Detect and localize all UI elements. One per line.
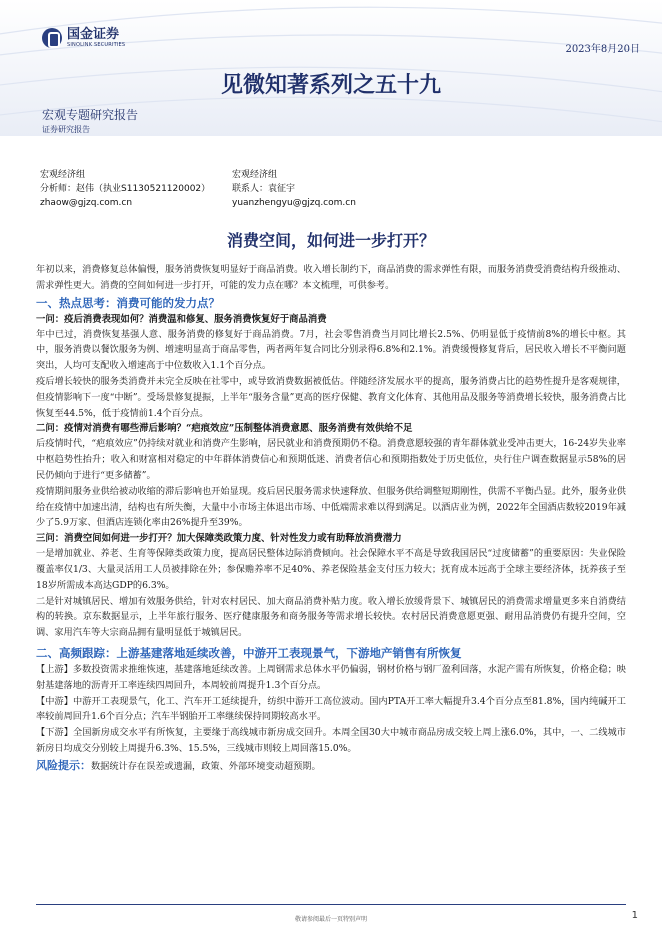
author-email[interactable]: zhaow@gjzq.com.cn	[40, 198, 133, 208]
upstream-paragraph: 【上游】多数投资需求推维恢速，基建落地延续改善。上周钢需求总体水平仍偏弱，钢材价格与钢厂盈利回落，水泥产需有所恢复，价格企稳；映射基建落地的沥青开工率连续四周回升，本周较前周提升1.3个百分点。	[36, 663, 626, 691]
author-name: 分析师：赵伟（执业S1130521120002）	[40, 184, 211, 194]
question-heading-1: 一问：疫后消费表现如何？消费温和修复、服务消费恢复好于商品消费	[36, 313, 327, 325]
risk-label: 风险提示：	[36, 758, 91, 772]
paragraph: 二是针对城镇居民、增加有效服务供给，针对农村居民、加大商品消费补贴力度。收入增长放缓背景下、城镇居民的消费需求增量更多来自消费结构的转换。京东数据显示，上半年旅行服务、医疗健康服务和商务服务等需求增长较快。农村居民消费意愿更强、耐用品消费仍有提升空间，空调、家用汽车等大宗商品拥有量明显低于城镇居民。	[36, 595, 626, 639]
report-header	[0, 0, 662, 136]
report-body	[36, 262, 626, 775]
paragraph: 一是增加就业、养老、生育等保障类政策力度，提高居民整体边际消费倾向。社会保障水平不高是导致我国居民“过度储蓄”的重要原因：失业保险覆盖率仅1/3、大量灵活用工人员被排除在外；参保赡养率不足40%、养老保险基金支付压力较大；抚育成本远高于全球主要经济体，抚养孩子至18岁所需成本高达GDP的6.3%。	[36, 548, 626, 591]
logo-name-en: SINOLINK SECURITIES	[67, 42, 126, 48]
midstream-paragraph: 【中游】中游开工表现景气，化工、汽车开工延续提升，纺织中游开工高位波动。国内PTA开工率大幅提升3.4个百分点至81.8%，国内纯碱开工率较前周回升1.6个百分点；汽车半钢胎开工率继续保持同期较高水平。	[36, 695, 626, 723]
author-group: 宏观经济组	[40, 170, 86, 180]
report-date: 2023年8月20日	[565, 44, 640, 55]
author-group: 宏观经济组	[232, 170, 278, 180]
section-heading-hot-topic: 一、热点思考：消费可能的发力点？	[36, 295, 220, 310]
risk-paragraph	[36, 757, 626, 775]
question-heading-3: 三问：消费空间如何进一步打开？加大保障类政策力度、针对性发力或有助释放消费潜力	[36, 533, 402, 545]
paragraph: 后疫情时代，“疤痕效应”仍持续对就业和消费产生影响，居民就业和消费预期仍不稳。消费意愿较强的青年群体就业受冲击更大，16-24岁失业率中枢趋势性抬升；收入和财富相对稳定的中年群体消费信心和预期低迷、消费者信心和预期指数处于历史低位，央行住户调查数据显示58%的居民仍倾向于进行“更多储蓄”。	[36, 438, 626, 481]
question-heading-2: 二问：疫情对消费有哪些滞后影响？“疤痕效应”压制整体消费意愿、服务消费有效供给不足	[36, 423, 413, 435]
author-name: 联系人：袁征宇	[232, 184, 296, 194]
author-email[interactable]: yuanzhengyu@gjzq.com.cn	[232, 198, 356, 208]
logo-icon	[42, 28, 62, 48]
series-title: 见微知著系列之五十九	[220, 72, 441, 98]
paragraph: 疫后增长较快的服务类消费并未完全反映在社零中，或导致消费数据被低估。伴随经济发展水平的提高，服务消费占比的趋势性提升是客观规律，但疫情影响下一度“中断”。受场景修复提振，上半年“服务含量”更高的医疗保健、教育文化体育、其他用品及服务等消费增长较快，服务消费占比恢复至44.5%，低于疫情前1.4个百分点。	[36, 375, 626, 419]
footer-divider	[36, 904, 626, 905]
risk-text: 数据统计存在误差或遗漏，政策、外部环境变动超预期。	[91, 760, 321, 772]
paragraph: 疫情期间服务业供给被动收缩的滞后影响也开始显现。疫后居民服务需求快速释放、但服务供给调整短期刚性，供需不平衡凸显。此外，服务业供给在疫情中加速出清，结构也有所失衡，大量中小市场主体退出市场、中低端需求难以得到满足。以酒店业为例，2022年全国酒店数较2019年减少了5.9万家、但酒店连锁化率由26%提升至39%。	[36, 485, 626, 529]
logo-name-cn: 国金证券	[67, 27, 120, 42]
author-block-left	[40, 168, 210, 210]
company-logo	[42, 28, 125, 48]
footer-disclaimer[interactable]: 敬请参阅最后一页特别声明	[294, 916, 367, 923]
report-type: 宏观专题研究报告	[42, 108, 139, 122]
author-block-right	[232, 168, 356, 210]
paragraph: 年中已过，消费恢复基强人意、服务消费的修复好于商品消费。7月，社会零售消费当月同比增长2.5%、仍明显低于疫情前8%的增长中枢。其中，服务消费以餐饮服务为例、增速明显高于商品零售，两者两年复合同比分别录得6.8%和2.1%。消费缓慢修复背后，居民收入增长不平衡问题突出，人均可支配收入增速高于中位数收入1.1个百分点。	[36, 328, 626, 372]
downstream-paragraph: 【下游】全国新房成交水平有所恢复，主要缘于高线城市新房成交回升。本周全国30大中城市商品房成交较上周上涨6.0%，其中，一、二线城市新房日均成交分别较上周提升6.3%、15.5%，三线城市则较上周回落15.0%。	[36, 727, 626, 754]
report-title: 消费空间，如何进一步打开？	[226, 231, 435, 250]
intro-paragraph: 年初以来，消费修复总体偏慢，服务消费恢复明显好于商品消费。收入增长制约下，商品消费的需求弹性有限，而服务消费受消费结构升级推动、需求弹性更大。消费的空间如何进一步打开，可能的发力点在哪？本文梳理，可供参考。	[36, 264, 626, 291]
report-subtype: 证券研究报告	[42, 125, 90, 134]
page-number: 1	[631, 910, 638, 921]
section-heading-high-frequency: 二、高频跟踪：上游基建落地延续改善，中游开工表现景气，下游地产销售有所恢复	[36, 645, 462, 660]
